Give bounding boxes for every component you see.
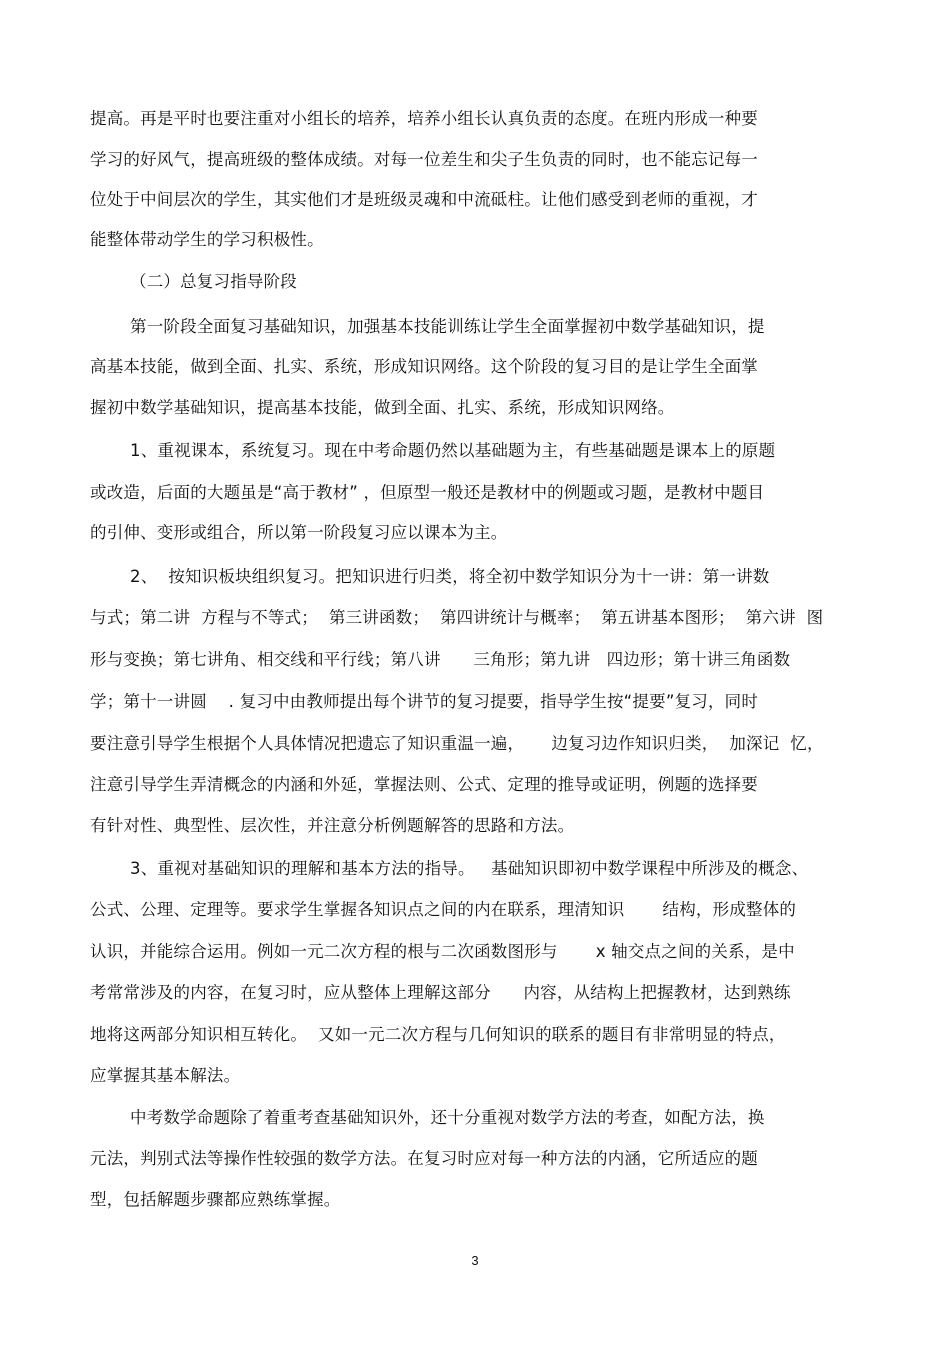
paragraph-line: 或改造，后面的大题虽是“高于教材” ，但原型一般还是教材中的例题或习题，是教材中题目 <box>90 483 765 502</box>
paragraph-line: 有针对性、典型性、层次性，并注意分析例题解答的思路和方法。 <box>90 816 575 835</box>
paragraph-line: 的引伸、变形或组合，所以第一阶段复习应以课本为主。 <box>90 523 508 542</box>
paragraph-line: 2、 按知识板块组织复习。把知识进行归类，将全初中数学知识分为十一讲：第一讲数 <box>130 567 770 586</box>
section-heading: （二）总复习指导阶段 <box>130 272 297 291</box>
paragraph-line: 高基本技能，做到全面、扎实、系统，形成知识网络。这个阶段的复习目的是让学生全面掌 <box>90 357 758 376</box>
paragraph-line: 握初中数学基础知识，提高基本技能，做到全面、扎实、系统，形成知识网络。 <box>90 398 675 417</box>
paragraph-line: 注意引导学生弄清概念的内涵和外延，掌握法则、公式、定理的推导或证明，例题的选择要 <box>90 775 758 794</box>
paragraph-line: 1、重视课本，系统复习。现在中考命题仍然以基础题为主，有些基础题是课本上的原题 <box>130 441 776 460</box>
paragraph-line: 能整体带动学生的学习积极性。 <box>90 230 324 249</box>
page-number: 3 <box>471 1253 479 1268</box>
paragraph-line: 型，包括解题步骤都应熟练掌握。 <box>90 1190 341 1209</box>
paragraph-line: 要注意引导学生根据个人具体情况把遗忘了知识重温一遍， 边复习边作知识归类， 加深记 忆， <box>90 734 824 753</box>
paragraph-line: 公式、公理、定理等。要求学生掌握各知识点之间的内在联系，理清知识 结构，形成整体的 <box>90 900 797 919</box>
paragraph-line: 与式；第二讲 方程与不等式； 第三讲函数； 第四讲统计与概率； 第五讲基本图形； 第六讲 图 <box>90 608 824 627</box>
paragraph-line: 应掌握其基本解法。 <box>90 1066 241 1085</box>
paragraph-line: 中考数学命题除了着重考查基础知识外，还十分重视对数学方法的考查，如配方法，换 <box>130 1108 765 1127</box>
paragraph-line: 学习的好风气，提高班级的整体成绩。对每一位差生和尖子生负责的同时，也不能忘记每一 <box>90 150 758 169</box>
paragraph-line: 位处于中间层次的学生，其实他们才是班级灵魂和中流砥柱。让他们感受到老师的重视，才 <box>90 190 758 209</box>
paragraph-line: 地将这两部分知识相互转化。 又如一元二次方程与几何知识的联系的题目有非常明显的特点， <box>90 1025 786 1044</box>
paragraph-line: 学；第十一讲圆 . 复习中由教师提出每个讲节的复习提要，指导学生按“提要”复习，同时 <box>90 692 759 711</box>
paragraph-line: 考常常涉及的内容，在复习时，应从整体上理解这部分 内容，从结构上把握教材，达到熟练 <box>90 983 791 1002</box>
paragraph-line: 元法，判别式法等操作性较强的数学方法。在复习时应对每一种方法的内涵，它所适应的题 <box>90 1149 758 1168</box>
paragraph-line: 认识，并能综合运用。例如一元二次方程的根与二次函数图形与 x 轴交点之间的关系，是中 <box>90 942 795 961</box>
paragraph-line: 提高。再是平时也要注重对小组长的培养，培养小组长认真负责的态度。在班内形成一种要 <box>90 109 758 128</box>
paragraph-line: 第一阶段全面复习基础知识，加强基本技能训练让学生全面掌握初中数学基础知识，提 <box>130 317 765 336</box>
paragraph-line: 3、重视对基础知识的理解和基本方法的指导。 基础知识即初中数学课程中所涉及的概念、 <box>130 859 809 878</box>
paragraph-line: 形与变换；第七讲角、相交线和平行线；第八讲 三角形；第九讲 四边形；第十讲三角函数 <box>90 650 791 669</box>
